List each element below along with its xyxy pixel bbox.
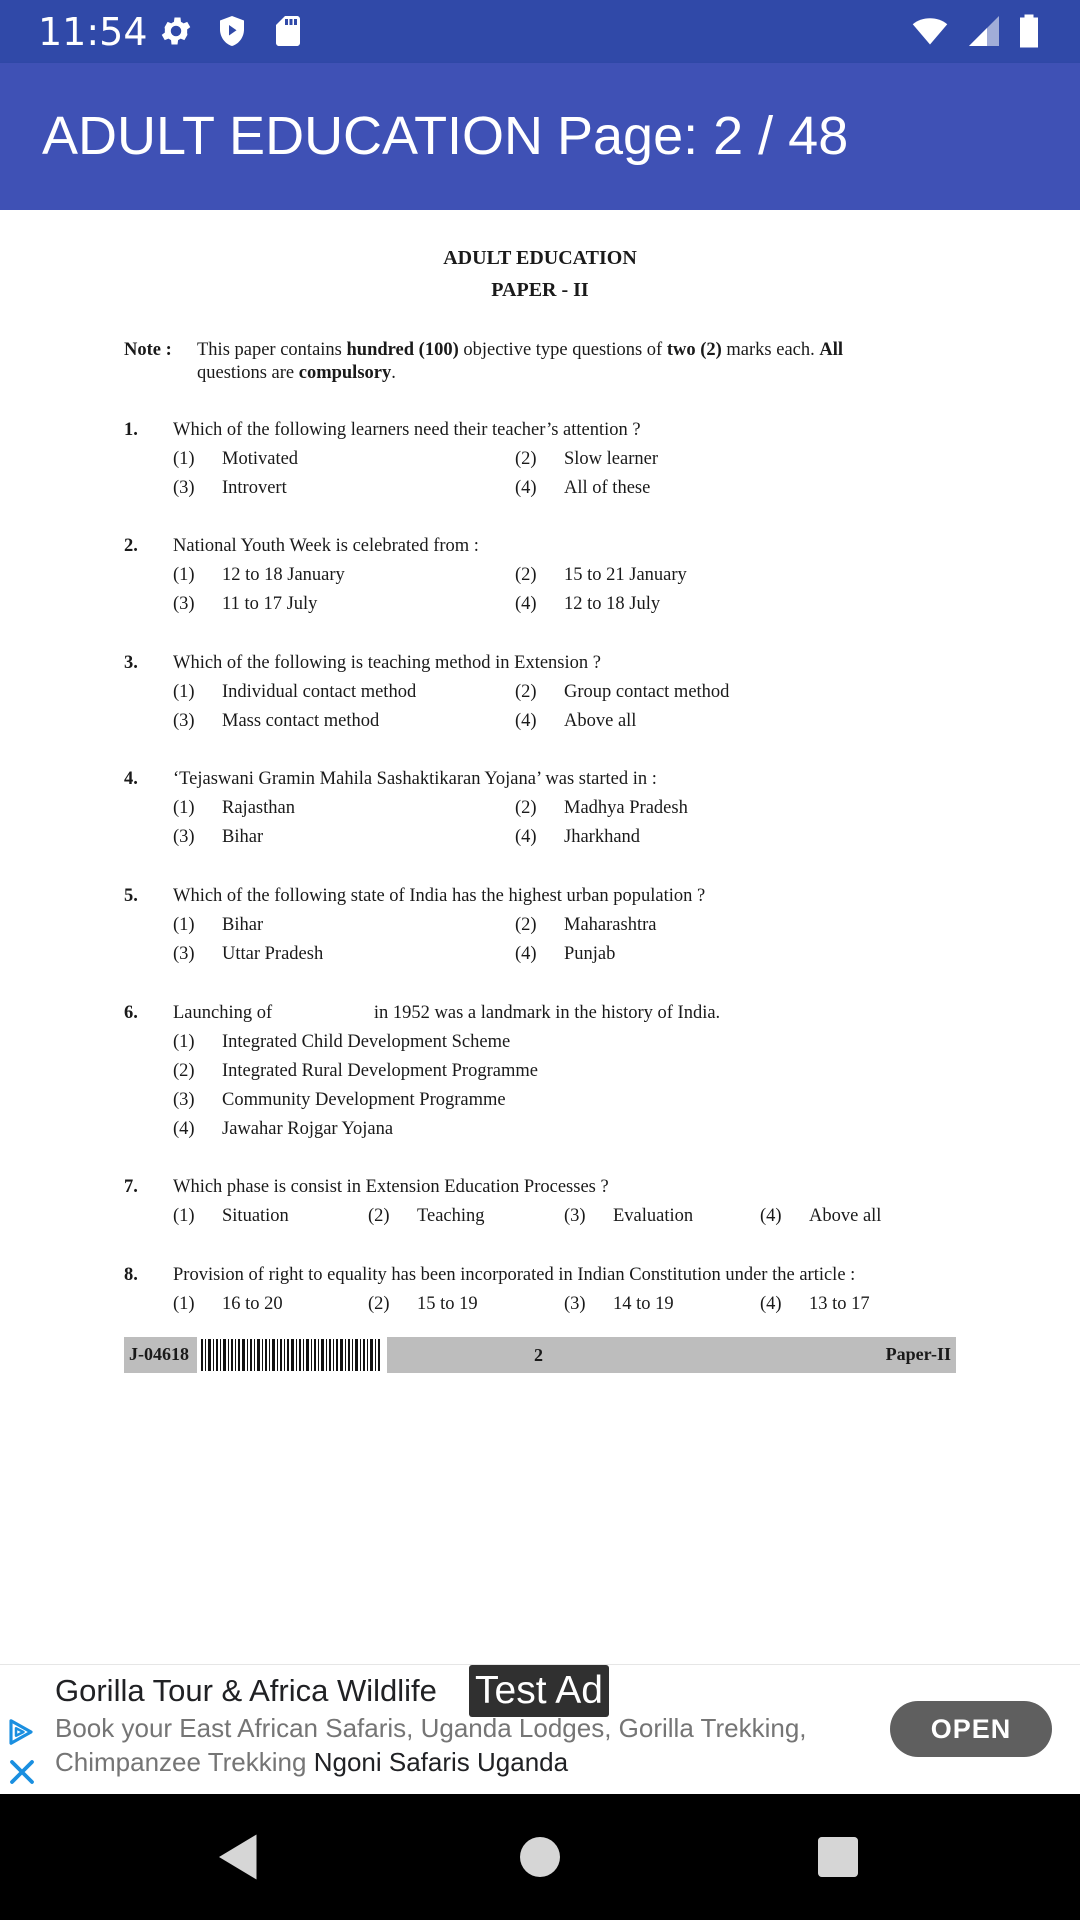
adchoices-icon[interactable] [6,1717,36,1747]
shield-play-icon [214,13,250,49]
battery-icon [1016,13,1042,49]
app-bar [0,63,1080,210]
page-indicator: Page: 2 / 48 [557,106,849,166]
status-time: 11:54 [38,10,148,54]
question-text: Which of the following learners need their teacher’s attention ? [173,420,641,440]
home-icon[interactable] [510,1827,570,1887]
question-text: Which of the following state of India has the highest urban population ? [173,886,706,906]
question-text: Which phase is consist in Extension Education Processes ? [173,1177,609,1197]
back-icon[interactable] [209,1827,269,1887]
settings-gear-icon [158,13,194,49]
recents-icon[interactable] [808,1827,868,1887]
page-number: 2 [534,1345,543,1365]
page-footer [124,1337,956,1373]
status-bar [0,0,1080,63]
ad-title[interactable]: Gorilla Tour & Africa Wildlife [55,1673,437,1708]
wifi-icon [908,13,952,49]
doc-subtitle: PAPER - II [491,279,589,301]
question-text: Provision of right to equality has been incorporated in Indian Constitution under the article : [173,1265,856,1285]
app-title: ADULT EDUCATION [42,106,544,166]
sd-card-icon [270,13,306,49]
ad-advertiser: Ngoni Safaris Uganda [313,1747,569,1777]
pdf-page[interactable]: ADULT EDUCATION PAPER - II Note : This paper contains hundred (100) objective type questions of two (2) marks each. All questions are compulsory. 1. Which of the following learners need their teacher’s attention ? (1) Motivated (2) Slow learner (3) Introvert (4) All of these 2. National Youth Week is celebrated from : (1) 12 to 18 January (2) 15 to 21 January (3) 11 to 17 July (4) 12 to 18 July 3. Which of the following is teaching method in Extension ? (1) Individual contact method (2) Group contact method (3) Mass contact method (4) Above all 4. ‘Tejaswani Gramin Mahila Sashaktikaran Yojana’ was started in : (1) Rajasthan (2) Madhya Pradesh (3) Bihar (4) Jharkhand 5. Which of the following state of India has the highest urban population ? (1) Bihar (2) Maharashtra (3) Uttar Pradesh (4) Punjab 6. Launching of in 1952 was a landmark in the history of India. (1) Integrated Child Development Scheme (2) Integrated Rural Development Programme (3) Community Development Programme (4) Jawahar Rojgar Yojana 7. Which phase is consist in Extension Education Processes ? (1) Situation (2) Teaching (3) Evaluation (4) Above all 8. Provision of right to equality has been incorporated in Indian Constitution under the article : (1) 16 to 20 (2) 15 to 19 (3) 14 to 19 (4) 13 to 17 J-04618 2 Paper-II [0,210,1080,1665]
test-ad-badge: Test Ad [469,1665,609,1717]
ad-description: Book your East African Safaris, Uganda Lodges, Gorilla Trekking, Chimpanzee Trekking Ngoni Safaris Uganda [55,1713,807,1777]
note-label: Note : [124,340,172,360]
question-text: Launching of in 1952 was a landmark in the history of India. [173,1003,721,1023]
close-icon[interactable] [7,1757,37,1787]
question-text: ‘Tejaswani Gramin Mahila Sashaktikaran Yojana’ was started in : [173,769,657,789]
question-text: Which of the following is teaching method in Extension ? [173,653,601,673]
question-text: National Youth Week is celebrated from : [173,536,479,556]
doc-title: ADULT EDUCATION [443,247,637,269]
navigation-bar [0,1794,1080,1920]
open-button[interactable]: OPEN [890,1701,1052,1757]
paper-code: J-04618 [129,1344,189,1364]
paper-label: Paper-II [885,1344,951,1364]
note-text: This paper contains hundred (100) objective type questions of two (2) marks each. All questions are compulsory. [197,340,844,383]
barcode-image [197,1337,387,1373]
ad-banner[interactable] [0,1664,1080,1794]
cell-signal-icon [966,13,1002,49]
